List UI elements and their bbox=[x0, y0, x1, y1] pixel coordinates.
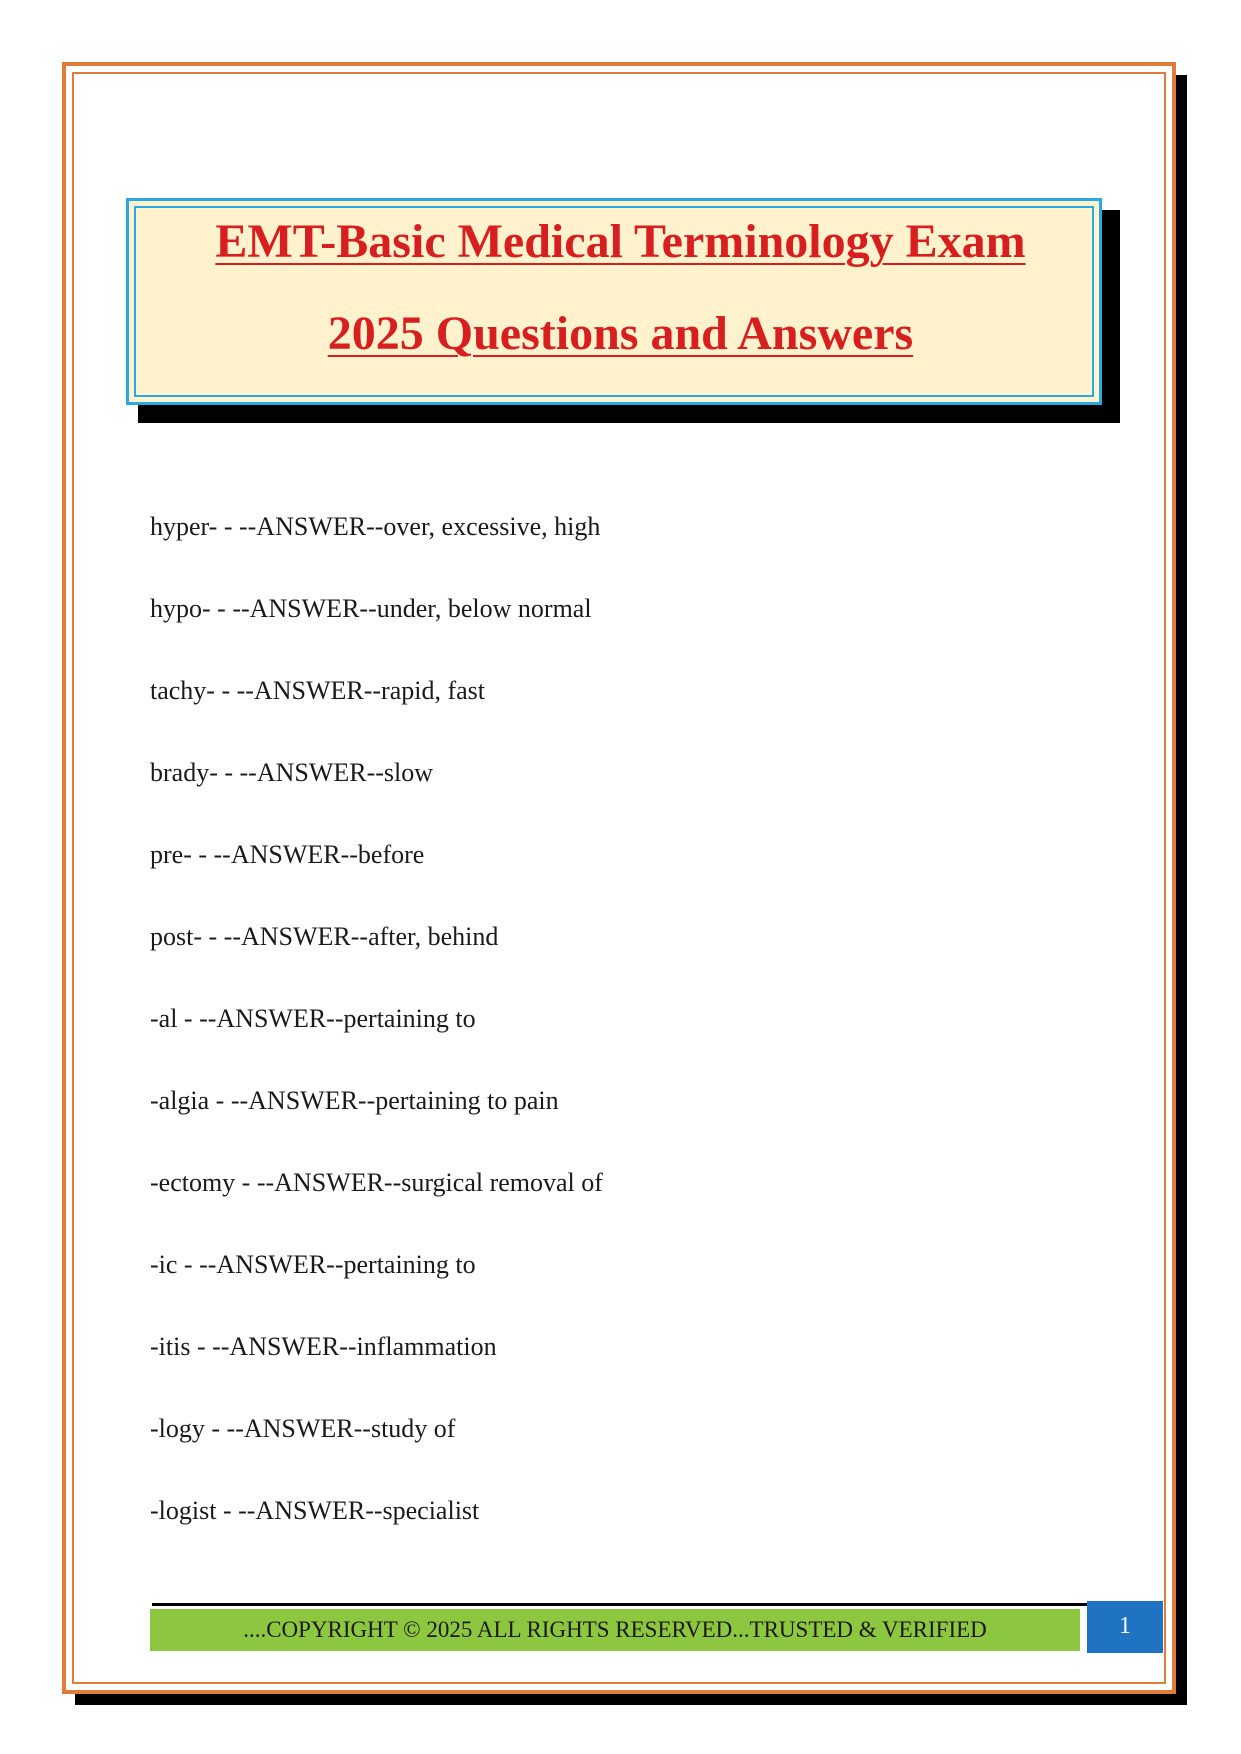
page-number: 1 bbox=[1119, 1613, 1131, 1639]
qa-item: -ic - --ANSWER--pertaining to bbox=[150, 1250, 476, 1279]
qa-item: hypo- - --ANSWER--under, below normal bbox=[150, 594, 592, 623]
footer-rule bbox=[152, 1603, 1087, 1606]
qa-item: brady- - --ANSWER--slow bbox=[150, 758, 434, 787]
qa-item: -logy - --ANSWER--study of bbox=[150, 1414, 456, 1443]
document-title-line-2: 2025 Questions and Answers bbox=[327, 307, 914, 360]
qa-item: tachy- - --ANSWER--rapid, fast bbox=[150, 676, 485, 705]
qa-item: -algia - --ANSWER--pertaining to pain bbox=[150, 1086, 559, 1115]
qa-item: pre- - --ANSWER--before bbox=[150, 840, 425, 869]
footer-copyright: ....COPYRIGHT © 2025 ALL RIGHTS RESERVED...TRUSTED & VERIFIED bbox=[243, 1617, 987, 1642]
qa-item: -al - --ANSWER--pertaining to bbox=[150, 1004, 476, 1033]
qa-item: -ectomy - --ANSWER--surgical removal of bbox=[150, 1168, 603, 1197]
qa-item: post- - --ANSWER--after, behind bbox=[150, 922, 499, 951]
document-title-line-1: EMT-Basic Medical Terminology Exam bbox=[215, 215, 1026, 268]
qa-item: -itis - --ANSWER--inflammation bbox=[150, 1332, 497, 1361]
qa-item: hyper- - --ANSWER--over, excessive, high bbox=[150, 512, 601, 541]
qa-item: -logist - --ANSWER--specialist bbox=[150, 1496, 480, 1525]
